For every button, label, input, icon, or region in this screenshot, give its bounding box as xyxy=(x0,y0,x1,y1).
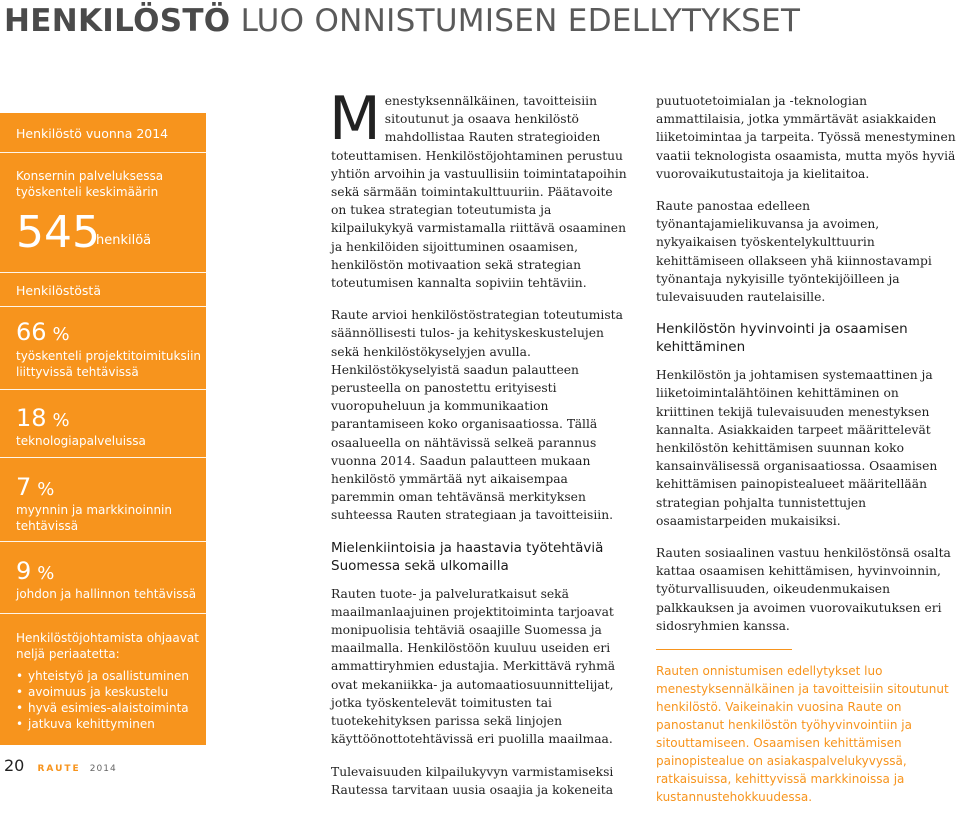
principles-intro-line1: Henkilöstöjohtamista ohjaavat xyxy=(16,631,199,645)
drop-cap: M xyxy=(329,84,381,154)
sidebar-divider xyxy=(0,541,206,542)
section-subheading: Mielenkiintoisia ja haastavia työtehtäviä Suomessa sekä ulkomailla xyxy=(331,539,604,574)
principles-list xyxy=(16,668,189,732)
page-number: 20 xyxy=(4,756,25,775)
principle-item: • yhteistyö ja osallistuminen xyxy=(16,668,189,684)
intro-paragraph xyxy=(329,84,631,292)
sidebar-divider xyxy=(0,152,206,153)
page-title-light: LUO ONNISTUMISEN EDELLYTYKSET xyxy=(240,3,801,39)
stat-label: tehtävissä xyxy=(16,519,79,533)
sidebar-divider xyxy=(0,389,206,390)
highlight-note: Rauten onnistumisen edellytykset luo menestyksennälkäinen ja tavoitteisiin sitoutunut henkilöstö. Vaikeinakin vuosina Raute on panostanut henkilöstön työhyvinvointiin ja sitouttamiseen. Osaamisen kehittämisen painopistealue on asiakaspalvelukyvyssä, ratkaisuissa, kehittyvissä markkinoissa ja kustannustehokkuudessa. xyxy=(656,664,949,805)
stat-label: myynnin ja markkinoinnin xyxy=(16,503,172,517)
principle-item: • hyvä esimies-alaistoiminta xyxy=(16,700,189,716)
report-year: 2014 xyxy=(89,764,117,774)
body-paragraph: Raute panostaa edelleen työnantajamielikuvansa ja avoimen, nykyaikaisen työskentelykulttuurin kehittämiseen ollakseen yhä kiinnostavampi työnantaja nykyisille työntekijöilleen ja tulevaisuuden rautelaisille. xyxy=(656,199,932,305)
sidebar-intro-line1: Konsernin palveluksessa xyxy=(16,169,164,183)
text-column-2 xyxy=(656,92,956,820)
body-paragraph: Henkilöstön ja johtamisen systemaattinen ja liiketoimintalähtöinen kehittäminen on kriittinen tekijä tulevaisuuden menestyksen kannalta. Asiakkaiden tarpeet määrittelevät henkilöstön kehittämisen suunnan koko kansainvälisessä organisaatiossa. Osaamisen kehittämisen painopistealueet määritellään strategian pohjalta tunnistettujen osaamistarpeiden mukaisiksi. xyxy=(656,368,938,528)
stat-value: 66 % xyxy=(16,318,70,346)
stat-label: teknologiapalveluissa xyxy=(16,434,146,448)
headcount-value: 545 xyxy=(16,207,100,258)
principle-item: • avoimuus ja keskustelu xyxy=(16,684,189,700)
sidebar-divider xyxy=(0,613,206,614)
orange-divider xyxy=(656,649,792,650)
stat-value: 9 % xyxy=(16,557,55,585)
stat-label: työskenteli projektitoimituksiin xyxy=(16,349,202,363)
principle-item: • jatkuva kehittyminen xyxy=(16,716,189,732)
body-paragraph: Rauten tuote- ja palveluratkaisut sekä maailmanlaajuinen projektitoiminta tarjoavat monipuolisia tehtäviä osaajille Suomessa ja maailmalla. Henkilöstöön kuuluu useiden eri ammattiryhmien edustajia. Merkittävä ryhmä ovat mekaniikka- ja automaatiosuunnittelijat, jotka työskentelevät toimitusten tai tuotekehityksen parissa sekä linjojen käyttöönottotehtävissä eri puolilla maailmaa. xyxy=(331,586,616,747)
stat-label: liittyvissä tehtävissä xyxy=(16,365,139,379)
stat-label: johdon ja hallinnon tehtävissä xyxy=(16,587,197,601)
sidebar-heading-staff: Henkilöstöstä xyxy=(16,283,101,298)
sidebar-divider xyxy=(0,272,206,273)
body-paragraph: Tulevaisuuden kilpailukyvyn varmistamiseksi Rautessa tarvitaan uusia osaajia ja kokeneita xyxy=(331,764,614,797)
headcount-unit: henkilöä xyxy=(96,233,152,248)
sidebar-heading-year: Henkilöstö vuonna 2014 xyxy=(16,126,169,141)
page-title xyxy=(4,3,800,39)
sidebar-divider xyxy=(0,306,206,307)
body-paragraph: Rauten sosiaalinen vastuu henkilöstönsä osalta kattaa osaamisen kehittämisen, hyvinvoinnin, työturvallisuuden, oikeudenmukaisen palkkauksen ja avoimen vuorovaikutuksen eri sidosryhmien kanssa. xyxy=(656,546,951,633)
stats-sidebar xyxy=(0,113,206,745)
section-subheading: Henkilöstön hyvinvointi ja osaamisen kehittäminen xyxy=(656,321,908,356)
page-title-bold: HENKILÖSTÖ xyxy=(4,3,231,39)
page-footer xyxy=(4,756,117,775)
stat-value: 18 % xyxy=(16,404,70,432)
body-paragraph: puutuotetoimialan ja -teknologian ammattilaisia, jotka ymmärtävät asiakkaiden liiketoimintaa ja tarpeita. Työssä menestyminen vaatii teknologista osaamista, mutta myös hyviä vuorovaikutustaitoja ja kielitaitoa. xyxy=(656,94,956,181)
sidebar-divider xyxy=(0,457,206,458)
text-column-1 xyxy=(329,84,631,813)
principles-intro-line2: neljä periaatetta: xyxy=(16,647,120,661)
sidebar-intro-line2: työskenteli keskimäärin xyxy=(16,185,159,199)
intro-text: enestyksennälkäinen, tavoitteisiin sitoutunut ja osaava henkilöstö mahdollistaa Rauten strategioiden toteuttamisen. Henkilöstöjohtaminen perustuu yhtiön arvoihin ja vastuullisiin toimintatapoihin sekä särmään toimintakulttuuriin. Päätavoite on tukea strategian toteutumista ja kilpailukykyä varmistamalla riittävä osaaminen ja henkilöiden sijoittuminen osaamisen, henkilöstön motivaation sekä strategian toteutumisen kannalta sopiviin tehtäviin. xyxy=(331,94,627,291)
body-paragraph: Raute arvioi henkilöstöstrategian toteutumista säännöllisesti tulos- ja kehityskeskustelujen sekä henkilöstökyselyjen avulla. Henkilöstökyselyistä saadun palautteen perusteella on panostettu erityisesti vuoropuheluun ja kommunikaation parantamiseen koko organisaatiossa. Tällä osaalueella on nähtävissä selkeä parannus vuonna 2014. Saadun palautteen mukaan henkilöstö ymmärtää nyt aikaisempaa paremmin oman tehtävänsä merkityksen suhteessa Rauten strategiaan ja tavoitteisiin. xyxy=(331,308,623,523)
stat-value: 7 % xyxy=(16,473,55,501)
brand-name: RAUTE xyxy=(37,764,81,774)
